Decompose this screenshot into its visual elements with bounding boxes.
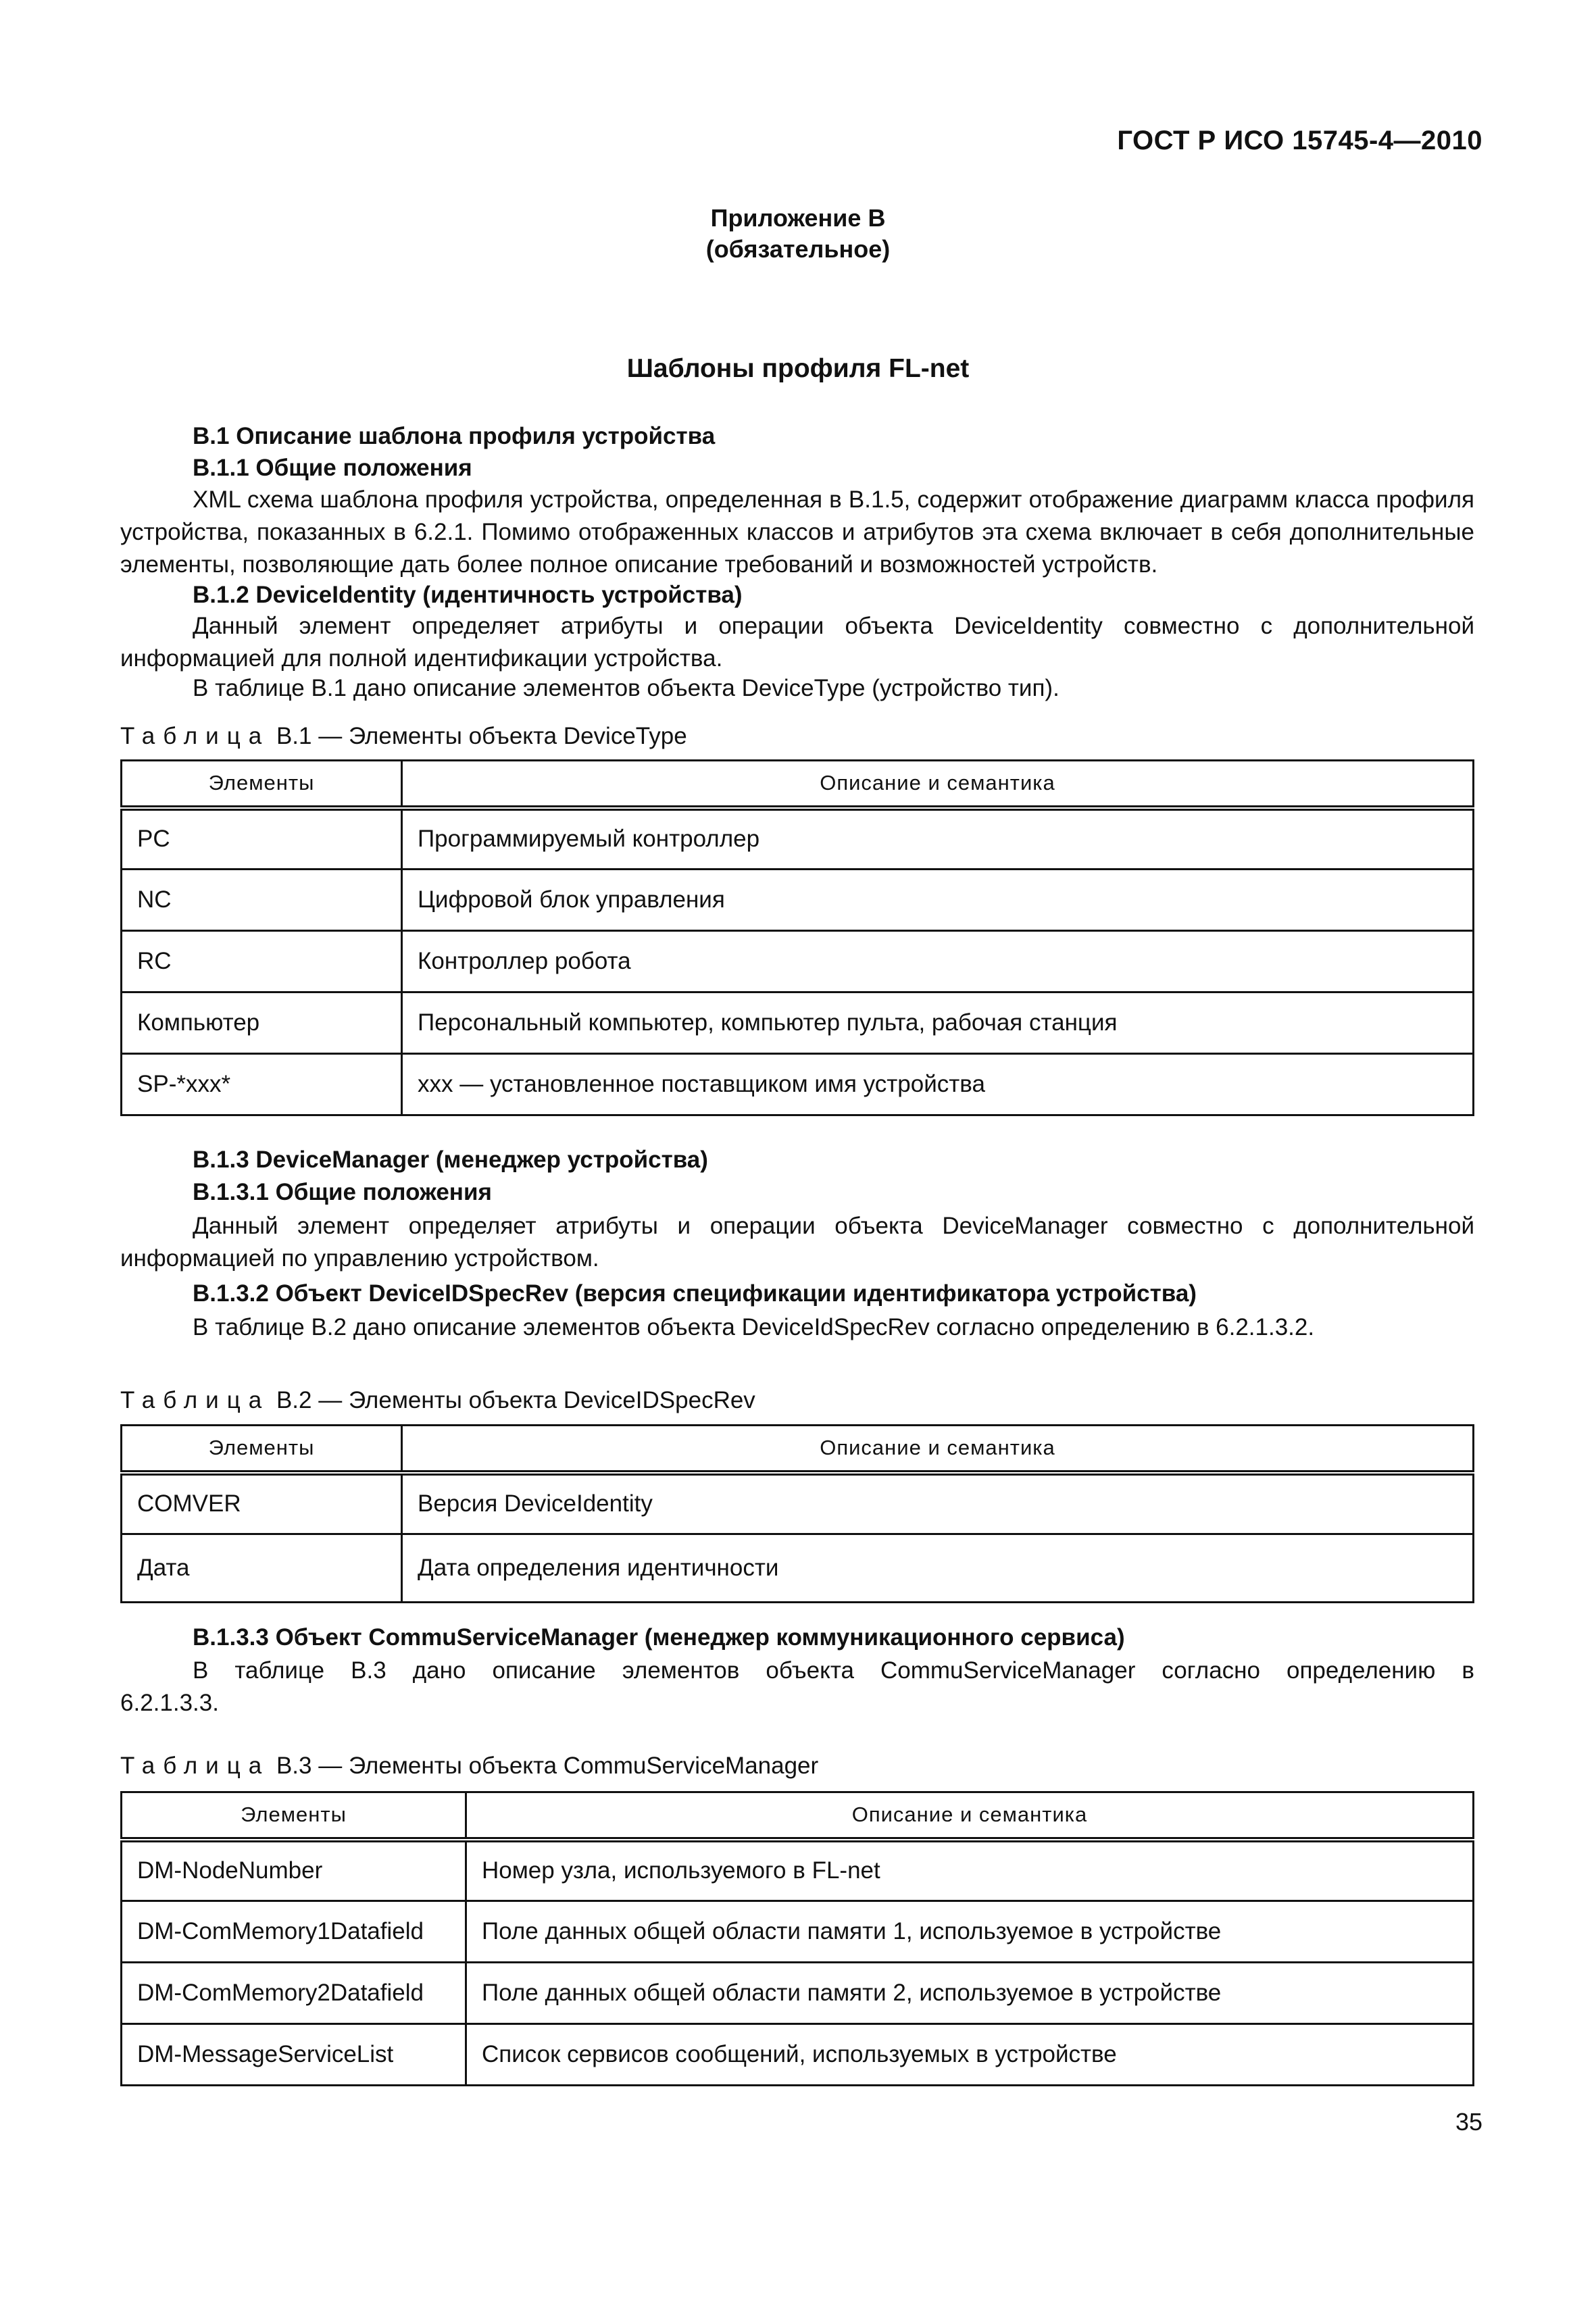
table-cell: DM-ComMemory2Datafield — [122, 1963, 466, 2024]
table-row — [122, 808, 1474, 870]
table-cell: DM-NodeNumber — [122, 1840, 466, 1901]
table-row — [122, 1473, 1474, 1534]
section-heading-b133: В.1.3.3 Объект CommuServiceManager (менеджер коммуникационного сервиса) — [193, 1624, 1125, 1651]
column-header: Элементы — [122, 761, 402, 808]
column-header: Элементы — [122, 1426, 402, 1473]
caption-word: Таблица — [120, 723, 270, 749]
section-heading-b131: В.1.3.1 Общие положения — [193, 1179, 492, 1205]
table-cell: Программируемый контроллер — [402, 808, 1474, 870]
caption-text: В.3 — Элементы объекта CommuServiceManager — [270, 1753, 819, 1779]
table-b3 — [120, 1791, 1474, 2086]
paragraph-table-b3-intro: В таблице В.3 дано описание элементов объекта CommuServiceManager согласно определению в 6.2.1.3.3. — [120, 1657, 1474, 1716]
table-cell: xxx — установленное поставщиком имя устройства — [402, 1054, 1474, 1115]
table-row — [122, 1901, 1474, 1963]
table-cell: Дата — [122, 1534, 402, 1603]
table-row — [122, 992, 1474, 1054]
table-row — [122, 1963, 1474, 2024]
table-cell: NC — [122, 870, 402, 931]
table-cell: COMVER — [122, 1473, 402, 1534]
main-title: Шаблоны профиля FL-net — [626, 354, 970, 383]
annex-title: Приложение В — [710, 204, 886, 232]
table-header-row — [122, 1792, 1474, 1840]
table-row — [122, 1054, 1474, 1115]
table-cell: Список сервисов сообщений, используемых в устройстве — [466, 2024, 1474, 2086]
table-cell: DM-ComMemory1Datafield — [122, 1901, 466, 1963]
table-cell: Номер узла, используемого в FL-net — [466, 1840, 1474, 1901]
table-b2-caption — [120, 1384, 755, 1417]
table-row — [122, 1840, 1474, 1901]
section-heading-b11: В.1.1 Общие положения — [193, 455, 472, 481]
caption-word: Таблица — [120, 1387, 270, 1413]
table-row — [122, 1534, 1474, 1603]
paragraph-deviceidentity: Данный элемент определяет атрибуты и операции объекта DeviceIdentity совместно с дополнительной информацией для полной идентификации устройства. — [120, 613, 1474, 672]
table-cell: Компьютер — [122, 992, 402, 1054]
section-heading-b12: В.1.2 DeviceIdentity (идентичность устройства) — [193, 582, 743, 608]
paragraph-xml-schema: XML схема шаблона профиля устройства, определенная в В.1.5, содержит отображение диаграмм класса профиля устройства, показанных в 6.2.1. Помимо отображенных классов и атрибутов эта схема включает в себя дополнительные элементы, позволяющие дать более полное описание требований и возможностей устройств. — [120, 486, 1474, 578]
table-cell: Персональный компьютер, компьютер пульта, рабочая станция — [402, 992, 1474, 1054]
table-cell: Поле данных общей области памяти 1, используемое в устройстве — [466, 1901, 1474, 1963]
table-cell: Дата определения идентичности — [402, 1534, 1474, 1603]
table-header-row — [122, 761, 1474, 808]
table-cell: Контроллер робота — [402, 931, 1474, 992]
table-row — [122, 2024, 1474, 2086]
table-cell: RC — [122, 931, 402, 992]
table-cell: DM-MessageServiceList — [122, 2024, 466, 2086]
annex-status: (обязательное) — [705, 235, 891, 263]
paragraph-table-b2-intro: В таблице В.2 дано описание элементов объекта DeviceIdSpecRev согласно определению в 6.2.1.3.2. — [193, 1314, 1315, 1340]
table-cell: PC — [122, 808, 402, 870]
section-heading-b13: В.1.3 DeviceManager (менеджер устройства) — [193, 1147, 708, 1173]
paragraph-devicemanager: Данный элемент определяет атрибуты и операции объекта DeviceManager совместно с дополнительной информацией по управлению устройством. — [120, 1213, 1474, 1272]
table-b2 — [120, 1424, 1474, 1603]
table-row — [122, 931, 1474, 992]
table-cell: SP-*xxx* — [122, 1054, 402, 1115]
column-header: Описание и семантика — [402, 1426, 1474, 1473]
section-heading-b132: В.1.3.2 Объект DeviceIDSpecRev (версия спецификации идентификатора устройства) — [193, 1280, 1197, 1307]
table-header-row — [122, 1426, 1474, 1473]
table-cell: Цифровой блок управления — [402, 870, 1474, 931]
table-b1 — [120, 759, 1474, 1116]
column-header: Описание и семантика — [402, 761, 1474, 808]
table-b3-caption — [120, 1750, 818, 1782]
page-number: 35 — [1455, 2108, 1482, 2136]
column-header: Описание и семантика — [466, 1792, 1474, 1840]
caption-word: Таблица — [120, 1753, 270, 1779]
caption-text: В.1 — Элементы объекта DeviceType — [270, 723, 687, 749]
table-cell: Версия DeviceIdentity — [402, 1473, 1474, 1534]
standard-designation: ГОСТ Р ИСО 15745-4—2010 — [1117, 126, 1482, 155]
table-b1-caption — [120, 720, 687, 753]
column-header: Элементы — [122, 1792, 466, 1840]
section-heading-b1: В.1 Описание шаблона профиля устройства — [193, 423, 716, 449]
paragraph-table-b1-intro: В таблице В.1 дано описание элементов объекта DeviceType (устройство тип). — [193, 675, 1059, 701]
table-row — [122, 870, 1474, 931]
caption-text: В.2 — Элементы объекта DeviceIDSpecRev — [270, 1387, 755, 1413]
table-cell: Поле данных общей области памяти 2, используемое в устройстве — [466, 1963, 1474, 2024]
